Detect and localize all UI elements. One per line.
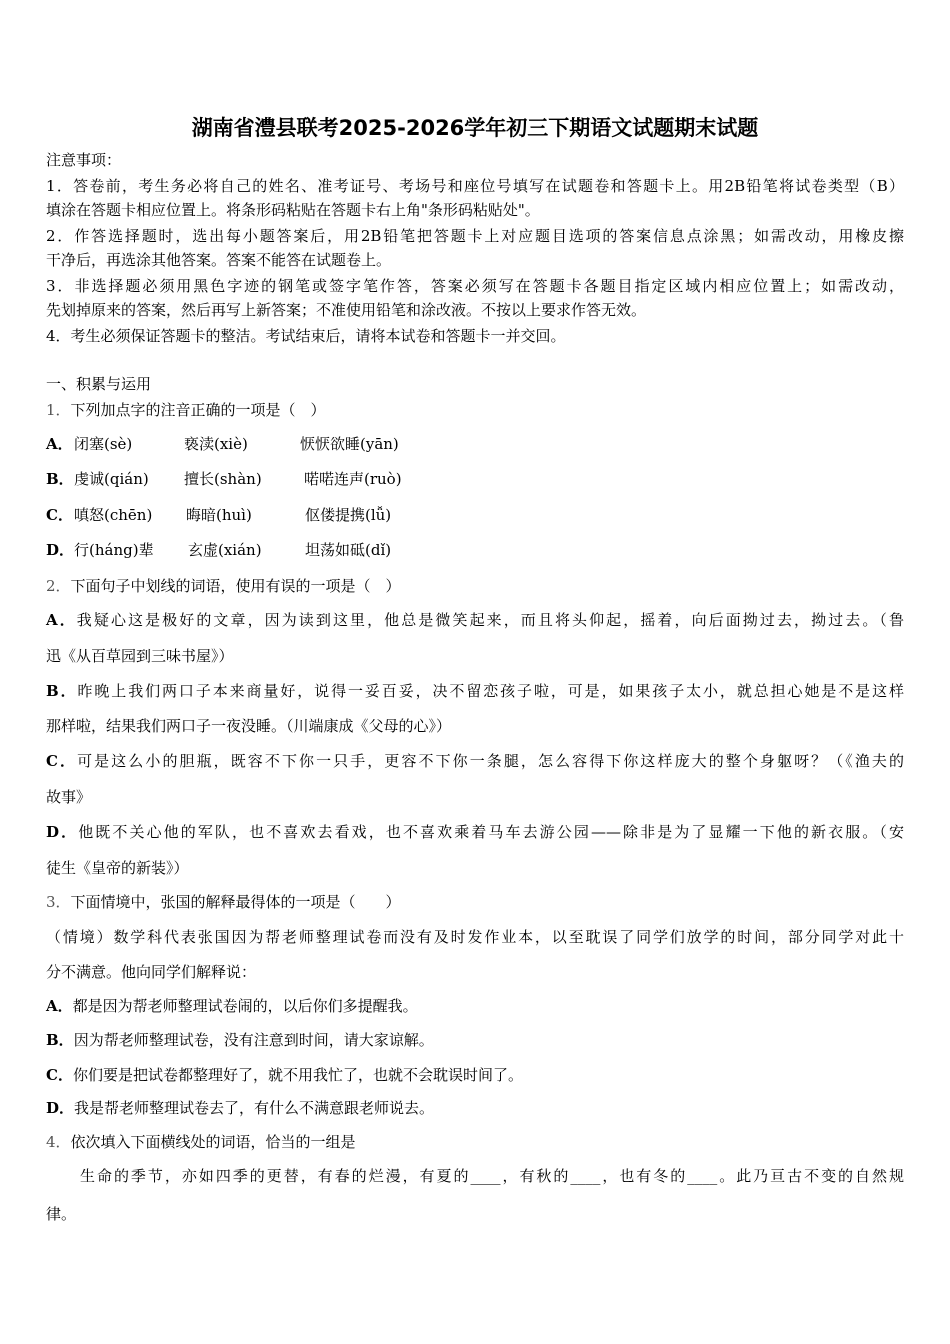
- q3-context: （情境）数学科代表张国因为帮老师整理试卷而没有及时发作业本，以至耽误了同学们放学的时间，部分同学对此十: [46, 928, 904, 946]
- q2-option-b: [46, 681, 904, 701]
- q4-passage: 生命的季节，亦如四季的更替，有春的烂漫，有夏的____，有秋的____，也有冬的____。此乃亘古不变的自然规: [80, 1167, 904, 1185]
- q1-option-c: [46, 505, 391, 525]
- question-stem: 下面句子中划线的词语，使用有误的一项是（ ）: [70, 577, 401, 595]
- q2-option-b-cont: 那样啦，结果我们两口子一夜没睡。（川端康成《父母的心》）: [46, 717, 452, 735]
- option-text: 我疑心这是极好的文章，因为读到这里，他总是微笑起来，而且将头仰起，摇着，向后面拗过去，拗过去。（鲁: [76, 611, 904, 629]
- option-text: 我是帮老师整理试卷去了，有什么不满意跟老师说去。: [74, 1099, 435, 1117]
- question-number: 1．: [46, 401, 71, 419]
- q2-option-c-cont: 故事》: [46, 788, 92, 806]
- option-label: A．: [46, 997, 73, 1015]
- option-item: 虔诚(qián): [74, 470, 149, 488]
- option-text: 可是这么小的胆瓶，既容不下你一只手，更容不下你一条腿，怎么容得下你这样庞大的整个身躯呀？（《渔夫的: [77, 752, 904, 770]
- q4-passage-cont: 律。: [46, 1205, 77, 1223]
- option-item: 伛偻提携(lǚ): [305, 506, 392, 524]
- q3-context-cont: 分不满意。他向同学们解释说：: [46, 963, 257, 981]
- q3-option-c: [46, 1065, 523, 1085]
- q1-option-b: [46, 469, 402, 489]
- q2-option-c: [46, 751, 904, 771]
- q2-option-d-cont: 徒生《皇帝的新装》）: [46, 859, 189, 877]
- q3-option-b: [46, 1030, 434, 1050]
- option-item: 喏喏连声(ruò): [304, 470, 402, 488]
- question-stem: 下列加点字的注音正确的一项是（ ）: [70, 401, 326, 419]
- option-text: 他既不关心他的军队，也不喜欢去看戏，也不喜欢乘着马车去游公园——除非是为了显耀一下他的新衣服。（安: [78, 823, 904, 841]
- notice-line: 1．答卷前，考生务必将自己的姓名、准考证号、考场号和座位号填写在试题卷和答题卡上。用2B铅笔将试卷类型（B）: [46, 177, 904, 195]
- question-3: [46, 892, 401, 912]
- notice-line: 2．作答选择题时，选出每小题答案后，用2B铅笔把答题卡上对应题目选项的答案信息点涂黑；如需改动，用橡皮擦: [46, 227, 904, 245]
- option-label: C．: [46, 1066, 73, 1084]
- notice-line: 4．考生必须保证答题卡的整洁。考试结束后，请将本试卷和答题卡一并交回。: [46, 327, 566, 345]
- option-item: 嗔怒(chēn): [74, 506, 153, 524]
- option-label: D．: [46, 1099, 75, 1117]
- notice-line: 干净后，再选涂其他答案。答案不能答在试题卷上。: [46, 251, 392, 269]
- question-4: [46, 1132, 356, 1152]
- option-label: B．: [46, 682, 78, 700]
- notice-line: 3．非选择题必须用黑色字迹的钢笔或签字笔作答，答案必须写在答题卡各题目指定区域内相应位置上；如需改动，: [46, 277, 904, 295]
- q1-option-a: [46, 434, 399, 454]
- q3-option-a: [46, 996, 418, 1016]
- question-1: [46, 400, 326, 420]
- option-text: 因为帮老师整理试卷，没有注意到时间，请大家谅解。: [73, 1031, 434, 1049]
- notice-line: 填涂在答题卡相应位置上。将条形码粘贴在答题卡右上角"条形码粘贴处"。: [46, 201, 540, 219]
- option-text: 昨晚上我们两口子本来商量好，说得一妥百妥，决不留恋孩子啦，可是，如果孩子太小，就总担心她是不是这样: [77, 682, 904, 700]
- question-stem: 下面情境中，张国的解释最得体的一项是（ ）: [70, 893, 401, 911]
- option-item: 玄虚(xián): [188, 541, 262, 559]
- option-text: 都是因为帮老师整理试卷闹的，以后你们多提醒我。: [72, 997, 418, 1015]
- notice-heading: 注意事项：: [46, 151, 122, 169]
- option-item: 晦暗(huì): [186, 506, 252, 524]
- notice-line: 先划掉原来的答案，然后再写上新答案；不准使用铅笔和涂改液。不按以上要求作答无效。: [46, 301, 647, 319]
- q3-option-d: [46, 1098, 434, 1118]
- page-title: 湖南省澧县联考2025-2026学年初三下期语文试题期末试题: [191, 116, 759, 140]
- q2-option-a: [46, 610, 904, 630]
- option-item: 行(háng)辈: [74, 541, 154, 559]
- question-number: 4．: [46, 1133, 71, 1151]
- option-label: D．: [46, 823, 79, 841]
- option-item: 擅长(shàn): [184, 470, 262, 488]
- option-label: A．: [46, 435, 73, 453]
- option-label: A．: [46, 611, 77, 629]
- option-item: 坦荡如砥(dǐ): [305, 541, 392, 559]
- q2-option-a-cont: 迅《从百草园到三味书屋》）: [46, 647, 234, 665]
- question-stem: 依次填入下面横线处的词语，恰当的一组是: [70, 1133, 356, 1151]
- q1-option-d: [46, 540, 391, 560]
- option-item: 亵渎(xiè): [184, 435, 248, 453]
- option-label: D．: [46, 541, 75, 559]
- option-text: 你们要是把试卷都整理好了，就不用我忙了，也就不会耽误时间了。: [72, 1066, 523, 1084]
- section-heading: 一、积累与运用: [46, 375, 152, 393]
- option-label: B．: [46, 1031, 74, 1049]
- option-label: B．: [46, 470, 74, 488]
- option-item: 恹恹欲睡(yān): [300, 435, 399, 453]
- q2-option-d: [46, 822, 904, 842]
- option-label: C．: [46, 752, 78, 770]
- question-number: 3．: [46, 893, 71, 911]
- option-label: C．: [46, 506, 73, 524]
- question-number: 2．: [46, 577, 71, 595]
- option-item: 闭塞(sè): [74, 435, 133, 453]
- question-2: [46, 576, 401, 596]
